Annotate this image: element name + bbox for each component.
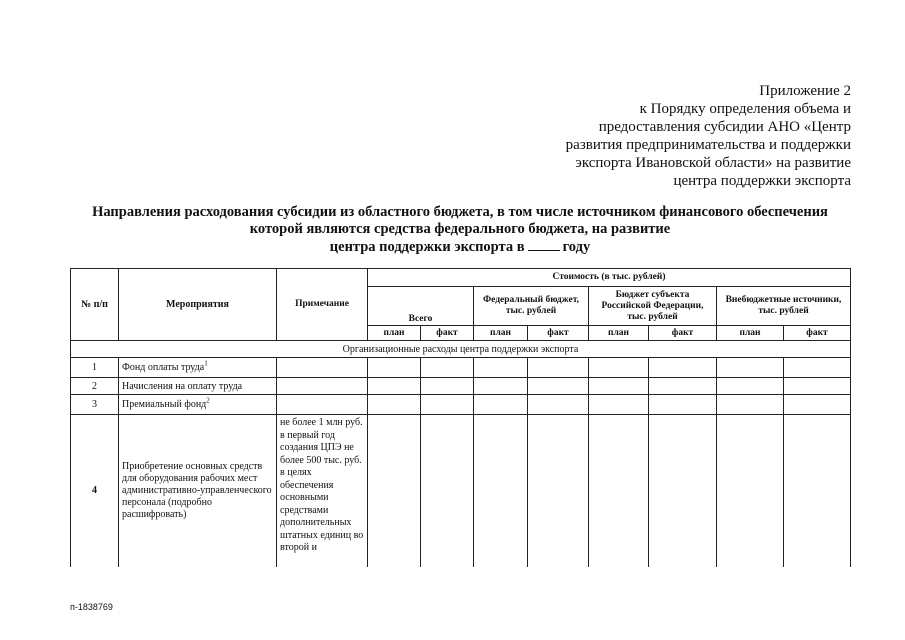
section-row [71, 341, 851, 358]
appendix-line: развития предпринимательства и поддержки [565, 137, 851, 153]
cell [589, 358, 649, 378]
cell [717, 358, 784, 378]
cell [784, 395, 851, 415]
header-row-1 [71, 269, 851, 287]
cell [528, 415, 589, 567]
cell [784, 358, 851, 378]
header-offbudget: Внебюджетные источники, тыс. рублей [717, 287, 851, 326]
header-note: Примечание [277, 269, 368, 341]
row-note: не более 1 млн руб. в первый год создания ЦПЭ не более 500 тыс. руб. в целях обеспечения основными средствами дополнительных штатных единиц во второй и [277, 415, 368, 567]
header-federal: Федеральный бюджет, тыс. рублей [474, 287, 589, 326]
row-note [277, 358, 368, 378]
header-fact: факт [784, 326, 851, 341]
appendix-line: предоставления субсидии АНО «Центр [598, 119, 851, 135]
cell [649, 395, 717, 415]
header-event: Мероприятия [119, 269, 277, 341]
header-plan: план [474, 326, 528, 341]
appendix-line: к Порядку определения объема и [639, 101, 851, 117]
section-title: Организационные расходы центра поддержки экспорта [71, 341, 851, 358]
cell [649, 378, 717, 395]
header-regional: Бюджет субъекта Российской Федерации, тыс. рублей [589, 287, 717, 326]
header-cost: Стоимость (в тыс. рублей) [368, 269, 851, 287]
cell [784, 378, 851, 395]
row-note [277, 395, 368, 415]
table-row [71, 415, 851, 567]
cell [528, 395, 589, 415]
header-fact: факт [421, 326, 474, 341]
cell [368, 378, 421, 395]
header-fact: факт [649, 326, 717, 341]
table-row [71, 358, 851, 378]
cell [421, 395, 474, 415]
cell [528, 358, 589, 378]
header-num: № п/п [71, 269, 119, 341]
cell [421, 378, 474, 395]
row-event: Премиальный фонд$^2$ [119, 395, 277, 415]
row-num: 1 [71, 358, 119, 378]
cell [528, 378, 589, 395]
cell [589, 378, 649, 395]
table-row [71, 395, 851, 415]
cell [784, 415, 851, 567]
title-line-2: которой являются средства федерального бюджета, на развитие [249, 221, 671, 237]
header-total: Всего [368, 287, 474, 326]
cell [717, 378, 784, 395]
header-fact: факт [528, 326, 589, 341]
cell [421, 415, 474, 567]
appendix-line: экспорта Ивановской области» на развитие [575, 155, 851, 171]
cell [368, 415, 421, 567]
cell [474, 378, 528, 395]
appendix-header [491, 82, 851, 190]
title-line-3-prefix: центра поддержки экспорта в [329, 239, 525, 255]
year-blank [528, 238, 560, 251]
document-title [60, 204, 860, 256]
cell [368, 358, 421, 378]
cell [589, 415, 649, 567]
cell [474, 415, 528, 567]
cell [717, 415, 784, 567]
row-event: Приобретение основных средств для оборудования рабочих мест административно-управленческого персонала (подробно расшифровать) [119, 415, 277, 567]
cell [717, 395, 784, 415]
appendix-line: центра поддержки экспорта [673, 173, 851, 189]
row-note [277, 378, 368, 395]
document-code: п-1838769 [70, 602, 113, 612]
cell [589, 395, 649, 415]
title-line-3 [60, 238, 860, 256]
cell [474, 395, 528, 415]
table-row [71, 378, 851, 395]
row-event: Начисления на оплату труда [119, 378, 277, 395]
cell [421, 358, 474, 378]
cell [474, 358, 528, 378]
row-num: 4 [71, 415, 119, 567]
appendix-line: Приложение 2 [759, 83, 851, 99]
cell [649, 358, 717, 378]
cell [368, 395, 421, 415]
row-event: Фонд оплаты труда$^1$ [119, 358, 277, 378]
cell [649, 415, 717, 567]
header-plan: план [589, 326, 649, 341]
title-line-3-suffix: году [562, 239, 591, 255]
header-plan: план [717, 326, 784, 341]
expenses-table [70, 268, 851, 567]
header-plan: план [368, 326, 421, 341]
title-line-1: Направления расходования субсидии из областного бюджета, в том числе источником финансового обеспечения [92, 204, 828, 220]
row-num: 3 [71, 395, 119, 415]
row-num: 2 [71, 378, 119, 395]
